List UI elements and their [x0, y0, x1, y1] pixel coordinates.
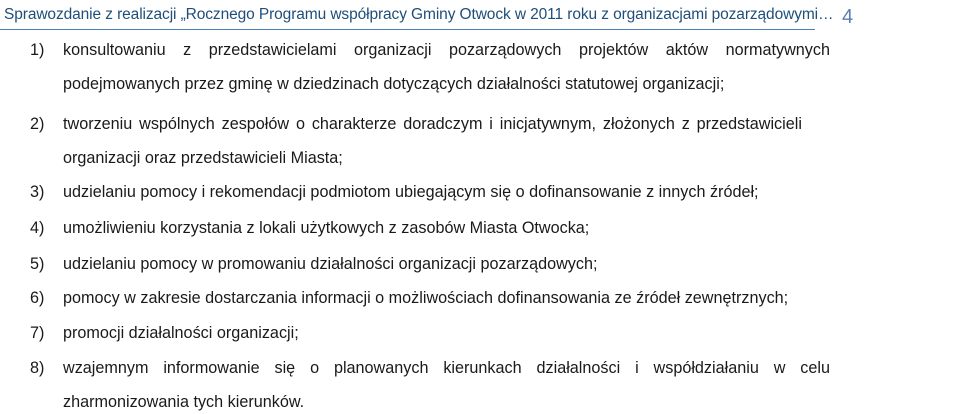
list-item-text-line [63, 358, 830, 378]
list-item-number: 2) [30, 115, 45, 133]
list-item-2 [0, 114, 960, 136]
list-item-text-line: zharmonizowania tych kierunków. [63, 393, 305, 411]
list-item-number: 5) [30, 255, 45, 273]
word: projektów [578, 41, 649, 59]
word: aktów [665, 41, 709, 59]
word: wzajemnym [63, 359, 149, 377]
page-number: 4 [842, 6, 854, 28]
list-item-8 [0, 358, 960, 380]
header-divider [0, 29, 815, 30]
word: przedstawicieli [696, 115, 802, 133]
word: doradczym [403, 115, 483, 133]
word: i [635, 359, 639, 377]
word: tworzeniu [63, 115, 133, 133]
word: z [681, 115, 690, 133]
word: inicjatywnym, [499, 115, 597, 133]
list-item-number: 8) [30, 359, 45, 377]
list-item-number: 4) [30, 219, 45, 237]
word: informowanie [163, 359, 260, 377]
list-item-text-line: pomocy w zakresie dostarczania informacji o możliwościach dofinansowania ze źródeł zewnętrznych; [63, 289, 789, 307]
list-item-number: 1) [30, 41, 45, 59]
list-item-number: 6) [30, 289, 45, 307]
list-item-text-line [63, 114, 802, 134]
word: planowanych [333, 359, 429, 377]
word: się [274, 359, 296, 377]
header-title: Sprawozdanie z realizacji „Rocznego Programu współpracy Gminy Otwock w 2011 roku z organizacjami pozarządowymi… [4, 6, 834, 23]
word: celu [800, 359, 830, 377]
word: współdziałaniu [653, 359, 759, 377]
word: z [183, 41, 192, 59]
word: wspólnych [139, 115, 215, 133]
word: w [773, 359, 786, 377]
list-item-text-line: organizacji oraz przedstawicieli Miasta; [63, 149, 343, 167]
list-item-1 [0, 40, 960, 62]
list-item-text-line [63, 40, 830, 60]
word: normatywnych [725, 41, 830, 59]
list-item-text-line: podejmowanych przez gminę w dziedzinach dotyczących działalności statutowej organizacji; [63, 75, 725, 93]
word: zespołów [221, 115, 290, 133]
list-item-number: 3) [30, 183, 45, 201]
word: przedstawicielami [208, 41, 337, 59]
list-item-number: 7) [30, 324, 45, 342]
word: złożonych [602, 115, 675, 133]
word: konsultowaniu [63, 41, 166, 59]
word: i [489, 115, 493, 133]
word: kierunkach [443, 359, 522, 377]
list-item-text-line: umożliwieniu korzystania z lokali użytkowych z zasobów Miasta Otwocka; [63, 219, 590, 237]
word: o [295, 115, 305, 133]
word: działalności [536, 359, 621, 377]
word: organizacji [354, 41, 432, 59]
word: pozarządowych [448, 41, 562, 59]
page-header [0, 0, 960, 32]
word: o [310, 359, 320, 377]
list-item-text-line: udzielaniu pomocy i rekomendacji podmiotom ubiegającym się o dofinansowanie z innych źródeł; [63, 183, 759, 201]
list-item-text-line: promocji działalności organizacji; [63, 324, 299, 342]
list-item-text-line: udzielaniu pomocy w promowaniu działalności organizacji pozarządowych; [63, 255, 598, 273]
word: charakterze [311, 115, 397, 133]
